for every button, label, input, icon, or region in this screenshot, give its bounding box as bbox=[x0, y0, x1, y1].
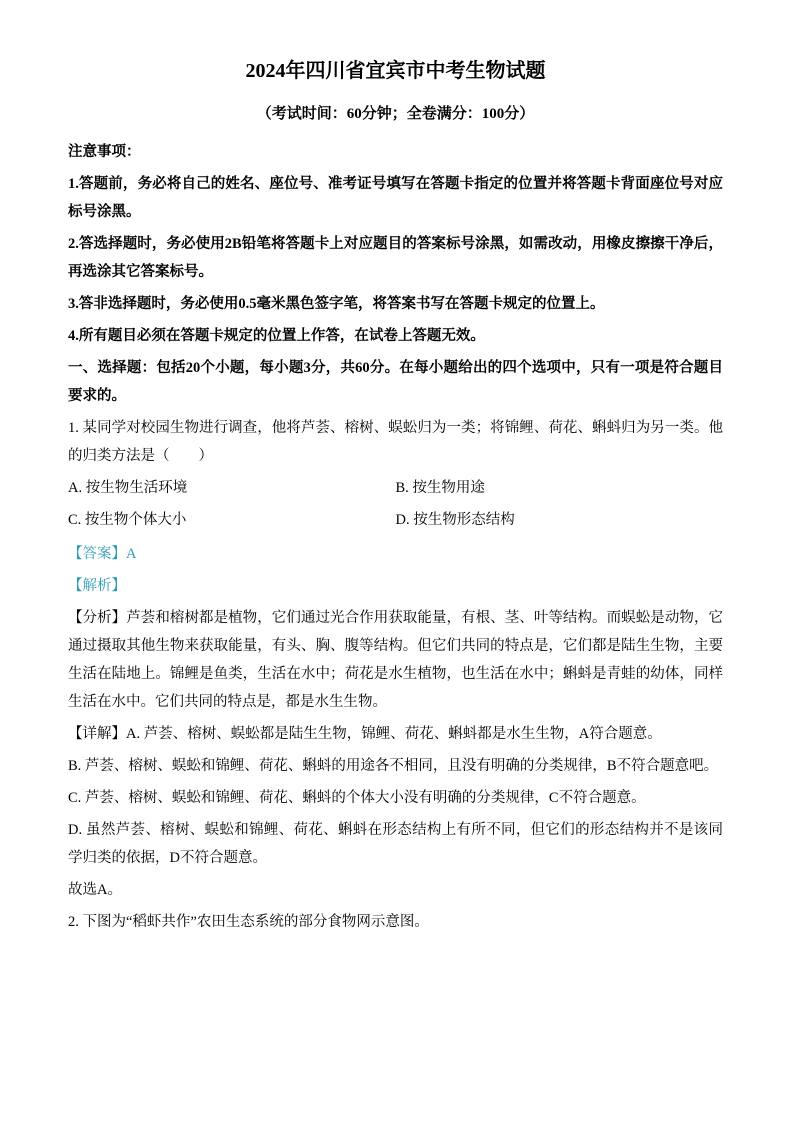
question-1-option-d: D. 按生物形态结构 bbox=[395, 512, 515, 528]
notice-item-3: 3.答非选择题时，务必使用0.5毫米黑色签字笔，将答案书写在答题卡规定的位置上。 bbox=[68, 296, 605, 312]
question-2-stem: 2. 下图为“稻虾共作”农田生态系统的部分食物网示意图。 bbox=[68, 914, 429, 930]
question-1-option-a: A. 按生物生活环境 bbox=[68, 480, 188, 496]
question-1-conclusion: 故选A。 bbox=[68, 882, 122, 898]
question-1-analysis-label: 【解析】 bbox=[68, 578, 126, 594]
section-header: 一、选择题：包括20个小题，每小题3分，共60分。在每小题给出的四个选项中，只有一项是符合题目要求的。 bbox=[68, 360, 723, 404]
question-1-detail-a: 【详解】A. 芦荟、榕树、蜈蚣都是陆生生物，锦鲤、荷花、蝌蚪都是水生生物，A符合题意。 bbox=[68, 726, 662, 742]
question-1-answer: 【答案】A bbox=[68, 546, 137, 562]
question-1-stem: 1. 某同学对校园生物进行调查，他将芦荟、榕树、蜈蚣归为一类；将锦鲤、荷花、蝌蚪归为另一类。他的归类方法是（ ） bbox=[68, 420, 723, 464]
question-1-detail-d: D. 虽然芦荟、榕树、蜈蚣和锦鲤、荷花、蝌蚪在形态结构上有所不同，但它们的形态结构并不是该同学归类的依据，D不符合题意。 bbox=[68, 822, 723, 866]
question-1-detail-c: C. 芦荟、榕树、蜈蚣和锦鲤、荷花、蝌蚪的个体大小没有明确的分类规律，C不符合题意。 bbox=[68, 790, 646, 806]
notice-item-1: 1.答题前，务必将自己的姓名、座位号、准考证号填写在答题卡指定的位置并将答题卡背面座位号对应标号涂黑。 bbox=[68, 176, 723, 220]
notice-item-2: 2.答选择题时，务必使用2B铅笔将答题卡上对应题目的答案标号涂黑，如需改动，用橡皮擦擦干净后，再选涂其它答案标号。 bbox=[68, 236, 723, 280]
question-1-detail-b: B. 芦荟、榕树、蜈蚣和锦鲤、荷花、蝌蚪的用途各不相同，且没有明确的分类规律，B不符合题意吧。 bbox=[68, 758, 719, 774]
question-1-option-b: B. 按生物用途 bbox=[395, 480, 485, 496]
notices-header: 注意事项： bbox=[68, 144, 141, 160]
question-1-options bbox=[68, 474, 723, 534]
question-1-analysis: 【分析】芦荟和榕树都是植物，它们通过光合作用获取能量，有根、茎、叶等结构。而蜈蚣是动物，它通过摄取其他生物来获取能量，有头、胸、腹等结构。但它们共同的特点是，它们都是陆生生物，主要生活在陆地上。锦鲤是鱼类，生活在水中；荷花是水生植物，也生活在水中；蝌蚪是青蛙的幼体，同样生活在水中。它们共同的特点是，都是水生生物。 bbox=[68, 610, 723, 710]
exam-title: 2024年四川省宜宾市中考生物试题 bbox=[245, 60, 546, 82]
exam-info: （考试时间：60分钟；全卷满分：100分） bbox=[256, 106, 535, 122]
question-1-option-c: C. 按生物个体大小 bbox=[68, 512, 187, 528]
notice-item-4: 4.所有题目必须在答题卡规定的位置上作答，在试卷上答题无效。 bbox=[68, 328, 485, 344]
